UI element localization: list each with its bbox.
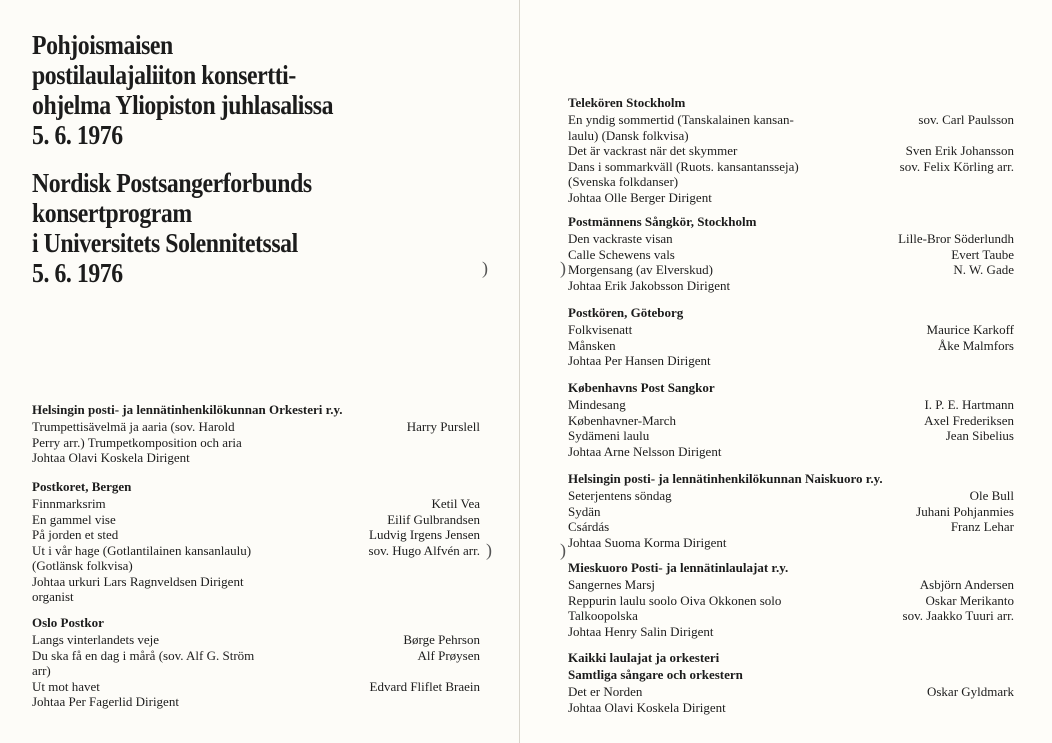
- program-item: [32, 632, 480, 648]
- work-line: Reppurin laulu soolo Oiva Okkonen solo: [568, 592, 782, 608]
- program-section: [568, 650, 1014, 715]
- work-line: Det är vackrast när det skymmer: [568, 143, 738, 158]
- conductor-line: Johtaa Olavi Koskela Dirigent: [568, 699, 726, 715]
- composer: Axel Frederiksen: [924, 412, 1014, 428]
- work-line: Folkvisenatt: [568, 322, 633, 337]
- work-line: Dans i sommarkväll (Ruots. kansantansseja): [568, 158, 799, 174]
- program-item: [568, 608, 1014, 624]
- work-title: [568, 397, 916, 413]
- composer: Ketil Vea: [431, 496, 480, 511]
- work-title: [568, 231, 890, 247]
- composer: Åke Malmfors: [937, 337, 1014, 353]
- program-title-norwegian: [32, 168, 454, 288]
- work-title: [568, 112, 910, 143]
- composer: Franz Lehar: [950, 519, 1014, 534]
- left-page: [0, 0, 520, 743]
- program-section: [568, 95, 1014, 205]
- work-line: Sangernes Marsj: [568, 577, 656, 592]
- ensemble-heading: Mieskuoro Posti- ja lennätinlaulajat r.y.: [568, 560, 789, 575]
- composer: Juhani Pohjanmies: [916, 503, 1014, 519]
- work-line: Sydämeni laulu: [568, 428, 650, 443]
- program-item: [32, 648, 480, 679]
- program-item: [568, 112, 1014, 143]
- work-line: laulu) (Dansk folkvisa): [568, 127, 689, 143]
- ensemble-heading: Kaikki laulajat ja orkesteri: [568, 650, 720, 665]
- work-title: [568, 428, 938, 444]
- work-line: Finnmarksrim: [32, 496, 106, 511]
- composer: sov. Carl Paulsson: [918, 112, 1014, 127]
- work-line: Sydän: [568, 503, 601, 519]
- program-item: [32, 496, 480, 512]
- program-titles: [32, 30, 512, 288]
- composer: N. W. Gade: [953, 262, 1014, 277]
- composer: Oskar Merikanto: [925, 592, 1014, 608]
- work-title: [568, 143, 898, 159]
- program-section: [568, 214, 1014, 293]
- work-line: Mindesang: [568, 397, 626, 412]
- composer: Alf Prøysen: [417, 647, 480, 663]
- work-title: [32, 679, 362, 695]
- ensemble-heading: Postkoret, Bergen: [32, 479, 132, 494]
- work-title: [568, 338, 930, 354]
- work-line: (Gotlänsk folkvisa): [32, 558, 133, 573]
- work-title: [32, 496, 424, 512]
- composer: Oskar Gyldmark: [926, 684, 1014, 699]
- program-item: [568, 322, 1014, 338]
- composer: Ole Bull: [969, 488, 1014, 503]
- program-item: [32, 419, 480, 450]
- work-line: Trumpettisävelmä ja aaria (sov. Harold: [32, 419, 235, 434]
- ensemble-heading: Københavns Post Sangkor: [568, 380, 715, 395]
- program-item: [568, 577, 1014, 593]
- work-line: På jorden et sted: [32, 527, 119, 542]
- title-line: i Universitets Solennitetssal: [32, 228, 298, 258]
- program-section: [568, 560, 1014, 639]
- work-title: [568, 247, 943, 263]
- conductor-line: Johtaa Olle Berger Dirigent: [568, 189, 712, 205]
- program-item: [568, 262, 1014, 278]
- title-line: Pohjoismaisen: [32, 30, 173, 60]
- conductor-line: organist: [32, 589, 74, 604]
- binding-mark: ): [482, 258, 488, 278]
- right-page: [520, 0, 1052, 743]
- composer: Asbjörn Andersen: [919, 577, 1014, 592]
- title-line: Nordisk Postsangerforbunds: [32, 168, 312, 198]
- work-line: Talkoopolska: [568, 608, 638, 623]
- work-line: Ut mot havet: [32, 678, 100, 694]
- binding-mark: ): [486, 540, 492, 560]
- program-section: [568, 380, 1014, 459]
- composer: Harry Purslell: [406, 419, 480, 434]
- program-item: [32, 527, 480, 543]
- program-item: [568, 413, 1014, 429]
- binding-mark: ): [560, 258, 566, 278]
- conductor-line: Johtaa urkuri Lars Ragnveldsen Dirigent: [32, 573, 244, 589]
- program-section: [32, 479, 480, 605]
- conductor-line: Johtaa Per Hansen Dirigent: [568, 353, 711, 368]
- program-item: [568, 428, 1014, 444]
- composer: Evert Taube: [951, 246, 1014, 262]
- program-item: [568, 593, 1014, 609]
- title-date: 5. 6. 1976: [32, 258, 123, 288]
- program-item: [568, 338, 1014, 354]
- composer: Ludvig Irgens Jensen: [369, 527, 480, 542]
- conductor-line: Johtaa Henry Salin Dirigent: [568, 623, 714, 639]
- work-line: Perry arr.) Trumpetkomposition och aria: [32, 434, 242, 450]
- work-title: [32, 632, 395, 648]
- composer: I. P. E. Hartmann: [924, 397, 1014, 412]
- program-item: [568, 231, 1014, 247]
- work-title: [568, 322, 919, 338]
- title-line: ohjelma Yliopiston juhlasalissa: [32, 90, 334, 120]
- title-date: 5. 6. 1976: [32, 120, 123, 150]
- work-title: [32, 512, 379, 528]
- composer: Edvard Fliflet Braein: [369, 678, 480, 694]
- program-item: [568, 504, 1014, 520]
- work-line: Københavner-March: [568, 412, 677, 428]
- conductor-line: Johtaa Arne Nelsson Dirigent: [568, 443, 722, 459]
- composer: Lille-Bror Söderlundh: [898, 231, 1014, 246]
- program-section: [32, 402, 480, 466]
- work-line: Den vackraste visan: [568, 231, 673, 246]
- work-title: [568, 577, 912, 593]
- composer: Børge Pehrson: [403, 632, 480, 647]
- work-line: arr): [32, 663, 51, 678]
- conductor-line: Johtaa Per Fagerlid Dirigent: [32, 694, 179, 709]
- ensemble-heading: Oslo Postkor: [32, 615, 104, 630]
- work-title: [32, 648, 410, 679]
- program-title-finnish: [32, 30, 454, 150]
- program-item: [32, 512, 480, 528]
- program-item: [568, 488, 1014, 504]
- conductor-line: Johtaa Erik Jakobsson Dirigent: [568, 277, 731, 293]
- program-item: [568, 159, 1014, 190]
- composer: Eilif Gulbrandsen: [387, 511, 480, 527]
- program-item: [568, 519, 1014, 535]
- program-item: [568, 684, 1014, 700]
- program-item: [568, 397, 1014, 413]
- composer: sov. Hugo Alfvén arr.: [368, 542, 480, 558]
- title-line: konsertprogram: [32, 198, 192, 228]
- program-section: [32, 615, 480, 710]
- program-item: [568, 247, 1014, 263]
- work-title: [568, 684, 919, 700]
- work-title: [568, 262, 945, 278]
- composer: Maurice Karkoff: [926, 322, 1014, 337]
- program-section: [568, 305, 1014, 369]
- work-line: Månsken: [568, 337, 616, 353]
- work-line: Du ska få en dag i mårå (sov. Alf G. Ström: [32, 647, 255, 663]
- work-line: Calle Schewens vals: [568, 246, 675, 262]
- program-section: [568, 471, 1014, 550]
- work-line: Langs vinterlandets veje: [32, 632, 160, 647]
- work-line: Seterjentens söndag: [568, 488, 672, 503]
- composer: sov. Felix Körling arr.: [899, 158, 1014, 174]
- conductor-line: Johtaa Suoma Korma Dirigent: [568, 534, 727, 550]
- ensemble-heading: Helsingin posti- ja lennätinhenkilökunnan Naiskuoro r.y.: [568, 471, 883, 486]
- work-title: [568, 608, 895, 624]
- ensemble-heading: Postmännens Sångkör, Stockholm: [568, 214, 757, 229]
- ensemble-heading-secondary: Samtliga sångare och orkestern: [568, 667, 743, 682]
- work-line: Morgensang (av Elverskud): [568, 262, 713, 277]
- work-title: [568, 488, 962, 504]
- work-title: [568, 504, 908, 520]
- work-line: En yndig sommertid (Tanskalainen kansan-: [568, 112, 794, 127]
- work-title: [32, 419, 399, 450]
- work-title: [32, 527, 361, 543]
- ensemble-heading: Helsingin posti- ja lennätinhenkilökunnan Orkesteri r.y.: [32, 402, 343, 417]
- work-title: [32, 543, 361, 574]
- work-title: [568, 593, 918, 609]
- work-line: (Svenska folkdanser): [568, 174, 679, 189]
- ensemble-heading: Postkören, Göteborg: [568, 305, 684, 320]
- program-item: [568, 143, 1014, 159]
- binding-mark: ): [560, 540, 566, 560]
- program-item: [32, 543, 480, 574]
- ensemble-heading: Telekören Stockholm: [568, 95, 686, 110]
- program-item: [32, 679, 480, 695]
- conductor-line: Johtaa Olavi Koskela Dirigent: [32, 450, 190, 465]
- work-title: [568, 159, 892, 190]
- composer: sov. Jaakko Tuuri arr.: [902, 608, 1014, 623]
- work-line: Csárdás: [568, 519, 610, 534]
- work-title: [568, 413, 916, 429]
- work-line: Ut i vår hage (Gotlantilainen kansanlaulu): [32, 542, 252, 558]
- work-line: En gammel vise: [32, 511, 116, 527]
- work-title: [568, 519, 943, 535]
- title-line: postilaulajaliiton konsertti-: [32, 60, 296, 90]
- work-line: Det er Norden: [568, 684, 643, 699]
- composer: Jean Sibelius: [945, 428, 1014, 443]
- composer: Sven Erik Johansson: [905, 143, 1014, 158]
